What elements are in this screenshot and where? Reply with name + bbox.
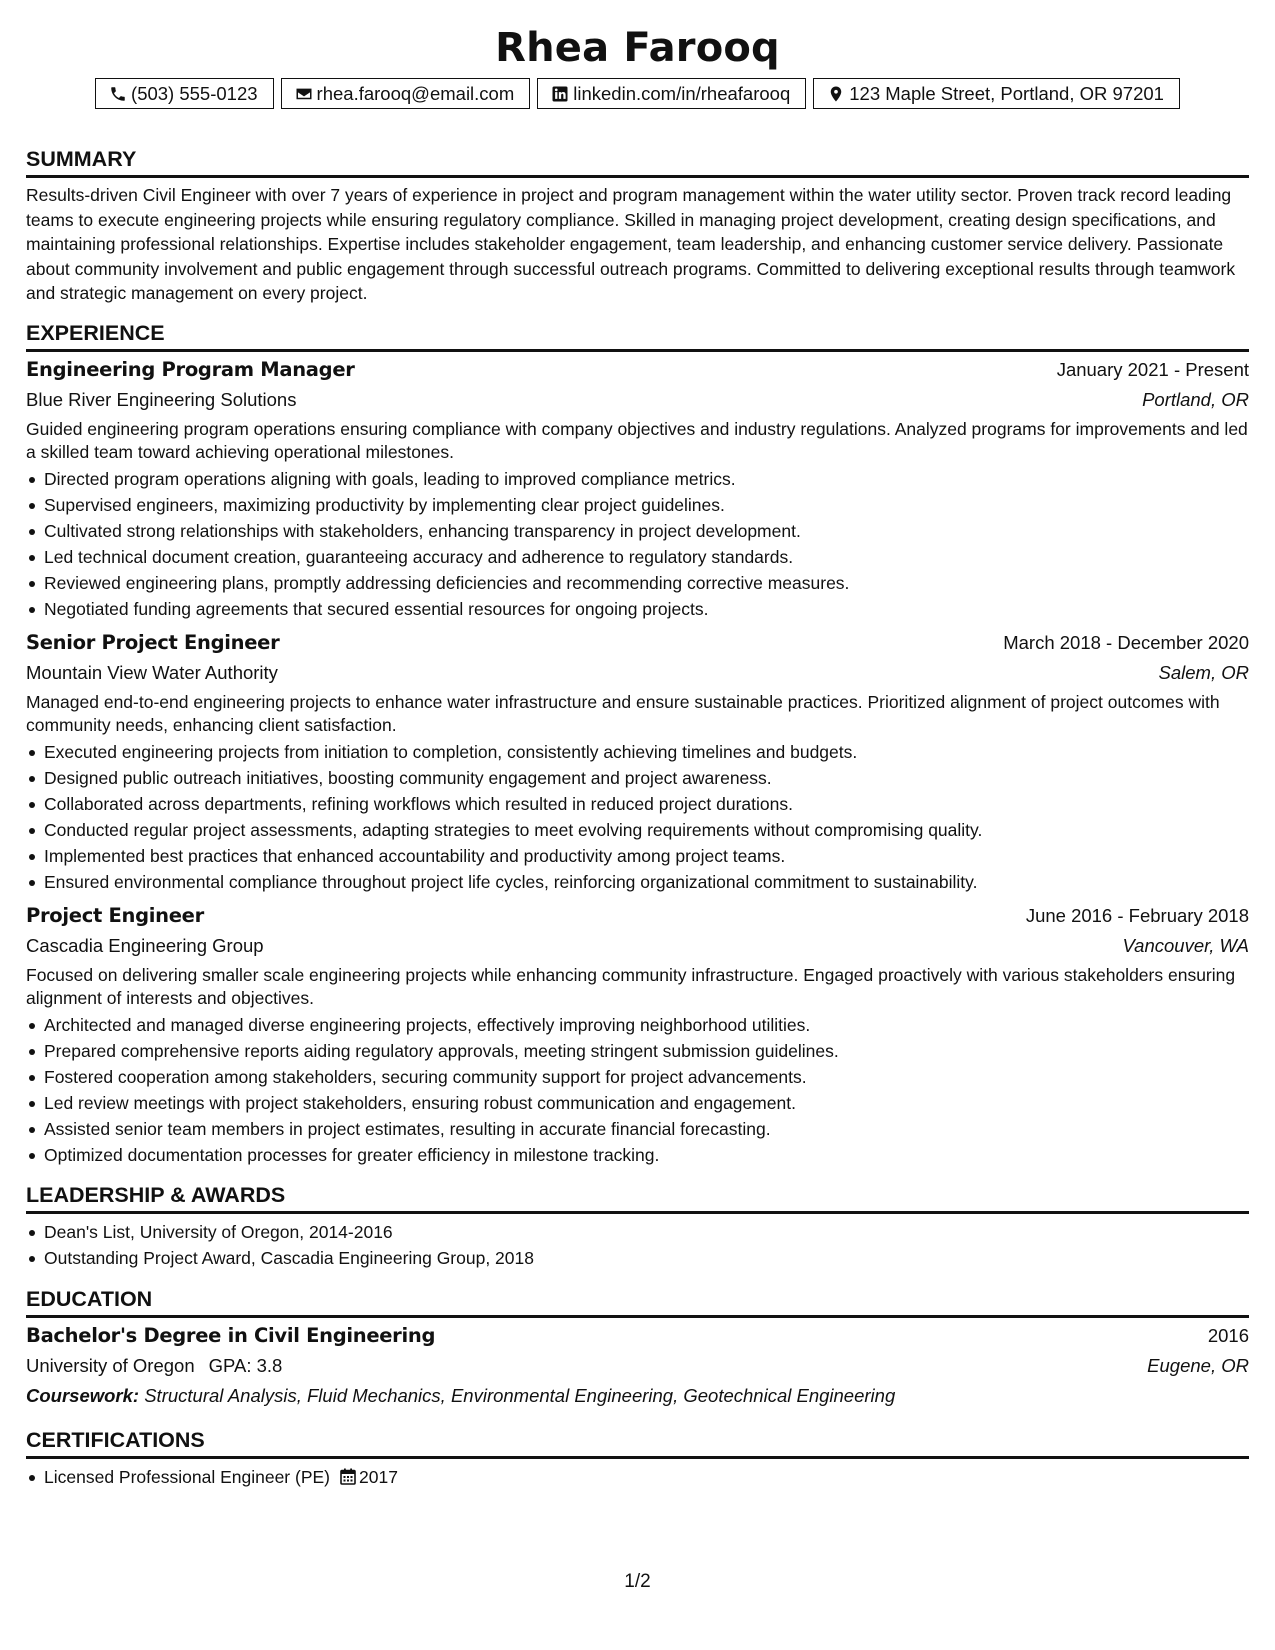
job-description: Managed end-to-end engineering projects to enhance water infrastructure and ensure sustainable practices. Prioritized alignment of project outcomes with community needs, enhancing client satisfaction. [26,691,1220,735]
graduation-year: 2016 [1207,1324,1249,1346]
list-item: Dean's List, University of Oregon, 2014-2016 [26,1219,1249,1245]
contact-phone [95,78,274,109]
company-name: Cascadia Engineering Group [26,934,264,956]
summary-section [26,146,1249,306]
list-item: Prepared comprehensive reports aiding regulatory approvals, meeting stringent submission guidelines. [26,1038,1249,1064]
list-item: Directed program operations aligning with goals, leading to improved compliance metrics. [26,466,1249,492]
job-description: Focused on delivering smaller scale engineering projects while enhancing community infrastructure. Engaged proactively with various stakeholders ensuring alignment of interests and objectives. [26,964,1236,1008]
job-dates: March 2018 - December 2020 [1003,631,1249,653]
section-title: CERTIFICATIONS [26,1427,1249,1459]
list-item: Negotiated funding agreements that secured essential resources for ongoing projects. [26,596,1249,622]
contact-address [813,78,1180,109]
list-item: Fostered cooperation among stakeholders, securing community support for project advancements. [26,1064,1249,1090]
section-title: EDUCATION [26,1286,1249,1318]
list-item: Executed engineering projects from initiation to completion, consistently achieving timelines and budgets. [26,739,1249,765]
list-item: Outstanding Project Award, Cascadia Engineering Group, 2018 [26,1245,1249,1271]
envelope-icon [295,85,313,103]
list-item: Implemented best practices that enhanced accountability and productivity among project teams. [26,843,1249,869]
certification-name: Licensed Professional Engineer (PE) [44,1466,330,1487]
phone-text: (503) 555-0123 [131,82,258,104]
section-title: EXPERIENCE [26,320,1249,352]
degree-title: Bachelor's Degree in Civil Engineering [26,1323,436,1347]
job-entry [26,355,1249,622]
coursework-text: Structural Analysis, Fluid Mechanics, Environmental Engineering, Geotechnical Engineering [144,1384,896,1406]
phone-icon [109,85,127,103]
job-description: Guided engineering program operations ensuring compliance with company objectives and industry regulations. Analyzed programs for improvements and led a skilled team toward achieving operational milestones. [26,418,1248,462]
candidate-name: Rhea Farooq [495,25,780,71]
linkedin-icon [551,85,569,103]
education-section [26,1286,1249,1410]
job-bullets [26,739,1249,895]
email-text[interactable]: rhea.farooq@email.com [316,82,515,104]
list-item: Ensured environmental compliance throughout project life cycles, reinforcing organizational commitment to sustainability. [26,869,1249,895]
school-name: University of Oregon [26,1354,195,1376]
list-item: Optimized documentation processes for greater efficiency in milestone tracking. [26,1142,1249,1168]
coursework-label: Coursework: [26,1384,140,1406]
company-name: Mountain View Water Authority [26,661,278,683]
certifications-list [26,1464,1249,1490]
summary-text: Results-driven Civil Engineer with over 7 years of experience in project and program management within the water utility sector. Proven track record leading teams to execute engineering projects while ensuring regulatory compliance. Skilled in managing project development, creating design specifications, and maintaining professional relationships. Expertise includes stakeholder engagement, team leadership, and enhancing customer service delivery. Passionate about community involvement and public engagement through successful outreach programs. Committed to delivering exceptional results through teamwork and strategic management on every project. [26,185,1236,303]
list-item: Assisted senior team members in project estimates, resulting in accurate financial forecasting. [26,1116,1249,1142]
coursework [26,1381,1249,1410]
job-dates: June 2016 - February 2018 [1025,904,1249,926]
company-name: Blue River Engineering Solutions [26,388,297,410]
list-item: Designed public outreach initiatives, boosting community engagement and project awareness. [26,765,1249,791]
job-title: Project Engineer [26,903,204,927]
leadership-section [26,1182,1249,1271]
page-number: 1/2 [624,1571,651,1592]
certification-year: 2017 [359,1466,398,1487]
list-item: Collaborated across departments, refining workflows which resulted in reduced project durations. [26,791,1249,817]
contact-bar [26,78,1249,109]
list-item [26,1464,1249,1490]
school-location: Eugene, OR [1147,1354,1249,1376]
section-title: SUMMARY [26,146,1249,178]
address-text: 123 Maple Street, Portland, OR 97201 [849,82,1164,104]
list-item: Architected and managed diverse engineering projects, effectively improving neighborhood utilities. [26,1012,1249,1038]
contact-linkedin[interactable] [537,78,806,109]
contact-email[interactable] [281,78,531,109]
list-item: Reviewed engineering plans, promptly addressing deficiencies and recommending corrective measures. [26,570,1249,596]
calendar-icon [340,1468,356,1485]
awards-list [26,1219,1249,1271]
linkedin-text[interactable]: linkedin.com/in/rheafarooq [573,82,791,104]
list-item: Led technical document creation, guaranteeing accuracy and adherence to regulatory standards. [26,544,1249,570]
job-bullets [26,1012,1249,1168]
job-location: Salem, OR [1158,661,1249,683]
job-entry [26,901,1249,1168]
list-item: Cultivated strong relationships with stakeholders, enhancing transparency in project development. [26,518,1249,544]
list-item: Conducted regular project assessments, adapting strategies to meet evolving requirements without compromising quality. [26,817,1249,843]
job-title: Engineering Program Manager [26,357,355,381]
job-location: Portland, OR [1142,388,1249,410]
job-entry [26,628,1249,895]
gpa-text: GPA: 3.8 [208,1354,283,1376]
list-item: Supervised engineers, maximizing productivity by implementing clear project guidelines. [26,492,1249,518]
job-bullets [26,466,1249,622]
experience-section [26,320,1249,1168]
list-item: Led review meetings with project stakeholders, ensuring robust communication and engagement. [26,1090,1249,1116]
job-title: Senior Project Engineer [26,630,280,654]
certifications-section [26,1427,1249,1490]
resume-page [26,22,1249,1490]
section-title: LEADERSHIP & AWARDS [26,1182,1249,1214]
job-location: Vancouver, WA [1122,934,1249,956]
map-marker-icon [827,85,845,103]
job-dates: January 2021 - Present [1056,358,1249,380]
